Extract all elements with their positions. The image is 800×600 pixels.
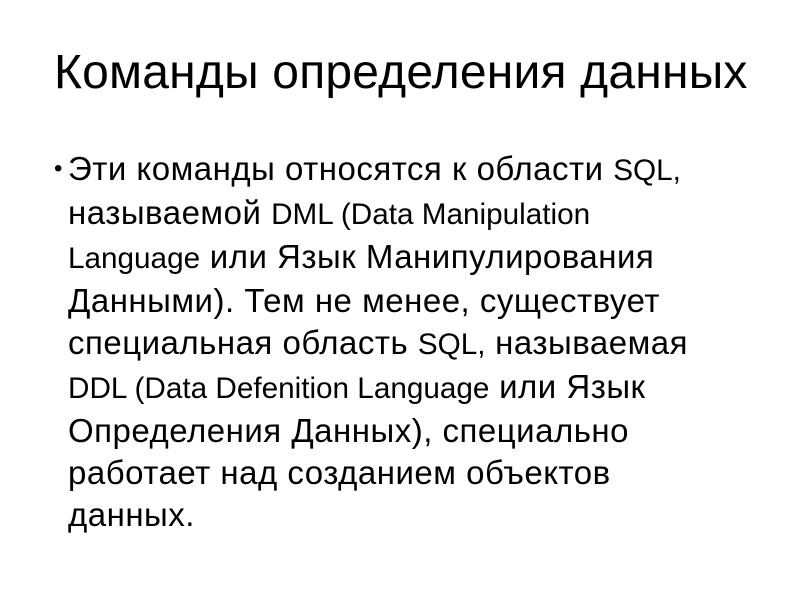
text-segment-cyrillic: Эти команды относятся к области [68,150,614,187]
text-segment-cyrillic: или Язык Манипулирования [200,238,655,275]
text-segment-cyrillic: называемая [485,324,689,361]
text-segment-cyrillic: называемой [68,194,272,231]
text-segment-latin: SQL, [417,328,486,361]
text-segment-latin: Language [68,242,201,275]
text-line [68,494,754,536]
text-segment-cyrillic: специальная область [68,324,418,361]
text-segment-cyrillic: Данными). Тем не менее, существует [68,282,660,319]
text-segment-cyrillic: данных. [68,496,195,533]
text-segment-latin: DDL (Data Defenition Language [68,372,490,405]
text-line [68,280,754,322]
text-line [68,322,754,366]
text-line [68,366,754,410]
text-segment-cyrillic: Определения Данных), специально [68,412,629,449]
text-segment-cyrillic: работает над созданием объектов [68,454,611,491]
slide-body [54,148,754,536]
text-segment-latin: DML (Data Manipulation [271,198,591,231]
text-line [68,192,754,236]
text-line [68,410,754,452]
bullet-text [68,148,754,536]
text-segment-latin: SQL, [613,154,681,187]
bullet-marker: • [54,155,63,182]
bullet-item [54,148,754,536]
text-segment-cyrillic: или Язык [489,368,646,405]
text-line [68,452,754,494]
text-line [68,148,754,192]
slide-title: Команды определения данных [54,46,748,99]
text-line [68,236,754,280]
